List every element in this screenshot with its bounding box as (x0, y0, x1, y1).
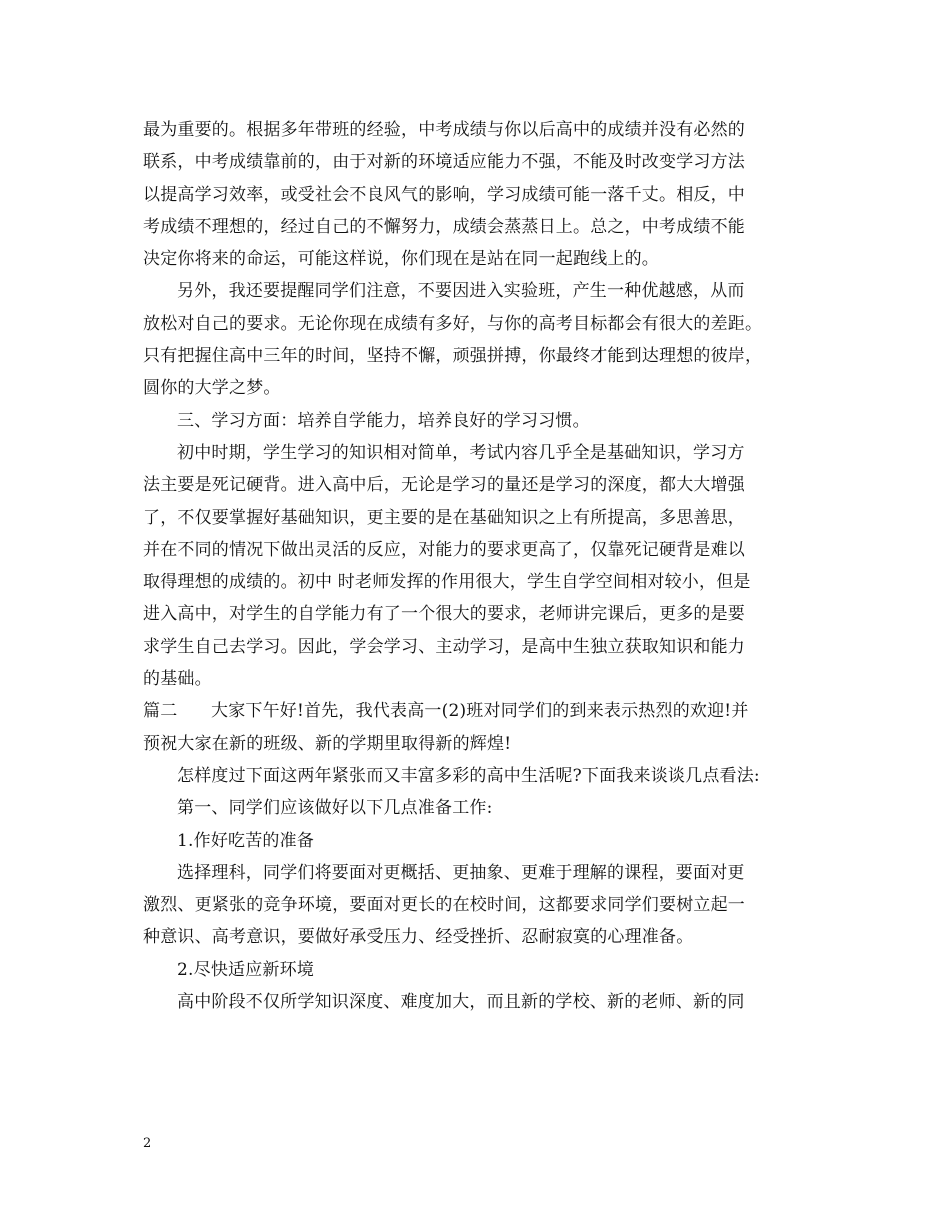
text-line: 考成绩不理想的，经过自己的不懈努力，成绩会蒸蒸日上。总之，中考成绩不能 (143, 216, 745, 237)
text-line: 激烈、更紧张的竞争环境，要面对更长的在校时间，这都要求同学们要树立起一 (143, 895, 745, 916)
text-line: 放松对自己的要求。无论你现在成绩有多好，与你的高考目标都会有很大的差距。 (143, 313, 763, 334)
text-line: 种意识、高考意识，要做好承受压力、经受挫折、忍耐寂寞的心理准备。 (143, 927, 694, 948)
section-marker: 篇二 (143, 701, 178, 722)
text-line: 并在不同的情况下做出灵活的反应，对能力的要求更高了，仅靠死记硬背是难以 (143, 539, 745, 560)
text-line: 另外，我还要提醒同学们注意，不要因进入实验班，产生一种优越感，从而 (177, 281, 745, 302)
text-line: 大家下午好!首先，我代表高一(2)班对同学们的到来表示热烈的欢迎!并 (211, 701, 749, 722)
paragraph (143, 437, 815, 695)
paragraph (143, 275, 815, 404)
text-line: 以提高学习效率，或受社会不良风气的影响，学习成绩可能一落千丈。相反，中 (143, 184, 745, 205)
text-line: 联系，中考成绩靠前的，由于对新的环境适应能力不强，不能及时改变学习方法 (143, 152, 745, 173)
paragraph (143, 114, 815, 275)
text-line: 怎样度过下面这两年紧张而又丰富多彩的高中生活呢?下面我来谈谈几点看法: (177, 765, 760, 786)
text-line: 进入高中，对学生的自学能力有了一个很大的要求，老师讲完课后，更多的是要 (143, 604, 745, 625)
text-line: 求学生自己去学习。因此，学会学习、主动学习，是高中生独立获取知识和能力 (143, 636, 745, 657)
list-heading (143, 825, 815, 857)
text-line: 最为重要的。根据多年带班的经验，中考成绩与你以后高中的成绩并没有必然的 (143, 120, 745, 140)
text-line: 2.尽快适应新环境 (177, 959, 315, 980)
text-line: 取得理想的成绩的。初中 时老师发挥的作用很大，学生自学空间相对较小，但是 (143, 572, 751, 593)
text-line: 预祝大家在新的班级、新的学期里取得新的辉煌! (143, 733, 512, 754)
text-line: 法主要是死记硬背。进入高中后，无论是学习的量还是学习的深度，都大大增强 (143, 475, 745, 496)
section-heading (143, 405, 815, 437)
text-line: 1.作好吃苦的准备 (177, 830, 315, 851)
list-heading (143, 954, 815, 986)
text-line: 圆你的大学之梦。 (143, 378, 281, 399)
paragraph (143, 760, 815, 792)
text-line: 三、学习方面：培养自学能力，培养良好的学习习惯。 (177, 410, 590, 431)
paragraph (143, 792, 815, 824)
text-line: 初中时期，学生学习的知识相对简单，考试内容几乎全是基础知识，学习方 (177, 442, 745, 463)
section-two-first-line (143, 695, 815, 727)
section-two (143, 695, 815, 760)
text-line: 了，不仅要掌握好基础知识，更主要的是在基础知识之上有所提高，多思善思， (143, 507, 745, 528)
text-line: 的基础。 (143, 669, 212, 690)
text-line: 高中阶段不仅所学知识深度、难度加大，而且新的学校、新的老师、新的同 (177, 992, 745, 1013)
text-line: 选择理科，同学们将要面对更概括、更抽象、更难于理解的课程，要面对更 (177, 862, 745, 883)
text-line: 只有把握住高中三年的时间，坚持不懈，顽强拼搏，你最终才能到达理想的彼岸， (143, 346, 763, 367)
page-number: 2 (143, 1136, 152, 1151)
paragraph (143, 857, 815, 954)
document-body (143, 114, 815, 1018)
text-line: 第一、同学们应该做好以下几点准备工作: (177, 798, 493, 819)
text-line: 决定你将来的命运，可能这样说，你们现在是站在同一起跑线上的。 (143, 249, 659, 270)
paragraph (143, 986, 815, 1018)
